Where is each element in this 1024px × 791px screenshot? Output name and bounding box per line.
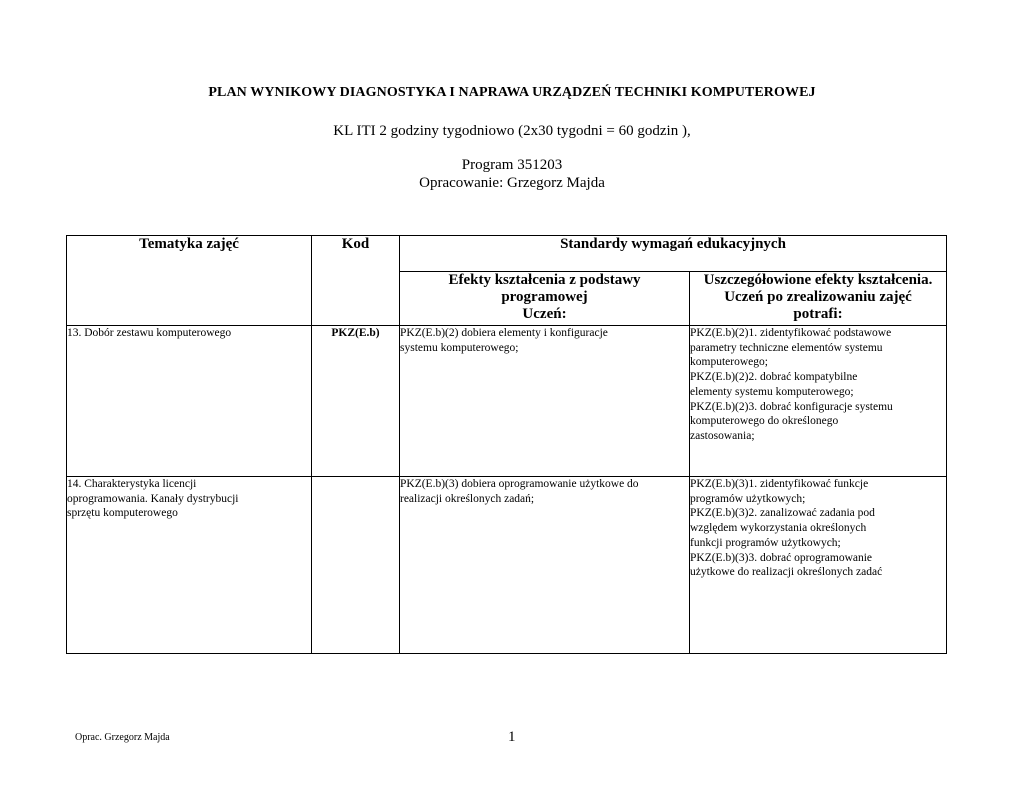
detailed-line: funkcji programów użytkowych; (690, 536, 841, 549)
document-title: PLAN WYNIKOWY DIAGNOSTYKA I NAPRAWA URZĄDZEŃ TECHNIKI KOMPUTEROWEJ (208, 85, 816, 100)
header-standards: Standardy wymagań edukacyjnych (400, 236, 947, 272)
detailed-line: PKZ(E.b)(2)3. dobrać konfiguracje systemu (690, 400, 893, 413)
detailed-outcomes-cell (690, 326, 947, 477)
plan-table (66, 235, 947, 654)
page-number: 1 (508, 729, 516, 745)
detailed-line: zastosowania; (690, 429, 755, 442)
detailed-line: względem wykorzystania określonych (690, 522, 867, 535)
header-outcomes-line: Efekty kształcenia z podstawy (448, 272, 641, 288)
code-cell: PKZ(E.b) (312, 326, 400, 477)
detailed-line: PKZ(E.b)(3)2. zanalizować zadania pod (690, 507, 875, 520)
outcome-line: PKZ(E.b)(2) dobiera elementy i konfiguracje (400, 327, 608, 339)
outcome-line: systemu komputerowego; (400, 341, 519, 354)
document-subtitle: KL ITI 2 godziny tygodniowo (2x30 tygodni = 60 godzin ), (333, 123, 691, 139)
detailed-line: komputerowego do określonego (690, 415, 839, 428)
topic-line: oprogramowania. Kanały dystrybucji (67, 492, 239, 505)
detailed-line: PKZ(E.b)(2)2. dobrać kompatybilne (690, 371, 858, 384)
detailed-line: elementy systemu komputerowego; (690, 385, 854, 398)
header-outcomes (400, 272, 690, 326)
header-code: Kod (312, 236, 400, 326)
program-number: Program 351203 (461, 157, 563, 173)
detailed-line: PKZ(E.b)(3)3. dobrać oprogramowanie (690, 551, 873, 564)
code-cell (312, 477, 400, 654)
outcome-line: PKZ(E.b)(3) dobiera oprogramowanie użytkowe do (400, 478, 639, 490)
outcomes-cell (400, 326, 690, 477)
header-detailed-outcomes (690, 272, 947, 326)
detailed-line: użytkowe do realizacji określonych zadać (690, 566, 883, 579)
topic-line: sprzętu komputerowego (67, 507, 178, 520)
outcome-line: realizacji określonych zadań; (400, 492, 535, 505)
header-detailed-line: Uczeń po zrealizowaniu zajęć (724, 289, 912, 305)
outcomes-cell (400, 477, 690, 654)
detailed-line: PKZ(E.b)(3)1. zidentyfikować funkcje (690, 478, 869, 490)
detailed-line: komputerowego; (690, 356, 768, 369)
header-topic: Tematyka zajęć (67, 236, 312, 326)
footer-author: Oprac. Grzegorz Majda (75, 732, 170, 743)
detailed-outcomes-cell (690, 477, 947, 654)
table-row (67, 326, 947, 477)
header-outcomes-line: programowej (501, 289, 588, 305)
header-row-top (67, 236, 947, 272)
author-line: Opracowanie: Grzegorz Majda (419, 175, 605, 191)
header-detailed-line: Uszczegółowione efekty kształcenia. (703, 272, 933, 288)
detailed-line: programów użytkowych; (690, 492, 806, 505)
detailed-line: parametry techniczne elementów systemu (690, 341, 883, 354)
header-detailed-line: potrafi: (793, 306, 843, 322)
detailed-line: PKZ(E.b)(2)1. zidentyfikować podstawowe (690, 327, 892, 339)
topic-cell (67, 326, 312, 477)
header-outcomes-line: Uczeń: (522, 306, 567, 322)
table-row (67, 477, 947, 654)
topic-cell (67, 477, 312, 654)
topic-line: 13. Dobór zestawu komputerowego (67, 327, 232, 339)
topic-line: 14. Charakterystyka licencji (67, 478, 197, 490)
